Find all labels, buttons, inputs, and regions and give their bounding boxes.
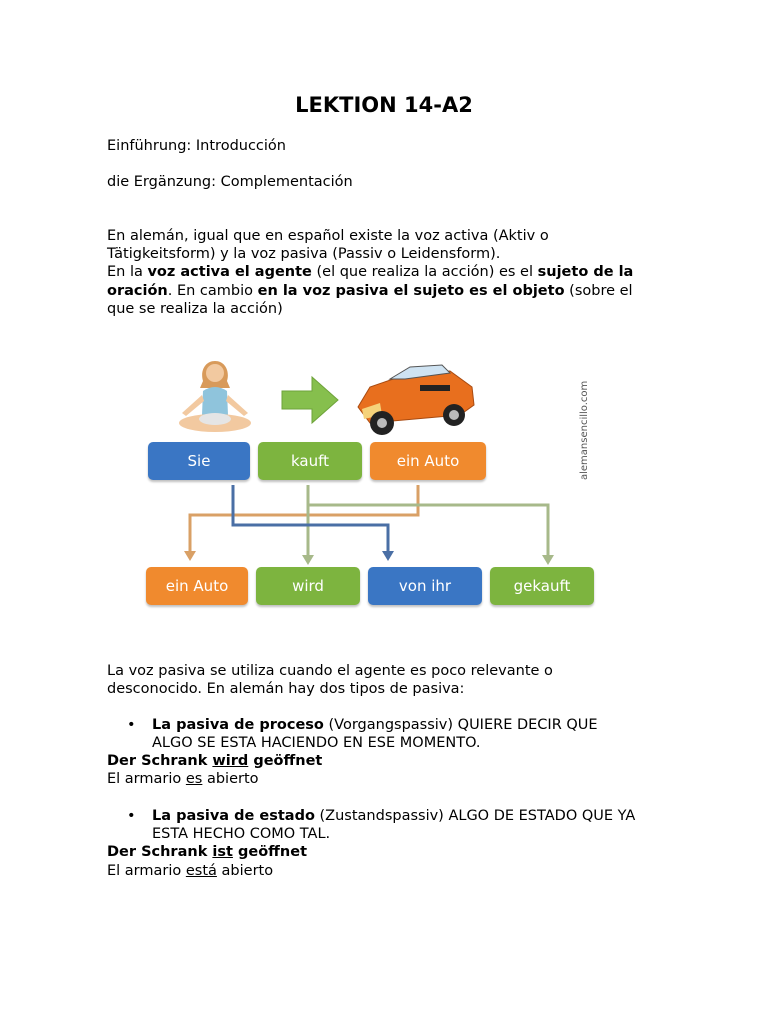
box-ein-auto-top: ein Auto: [370, 442, 486, 480]
watermark-text: alemansencillo.com: [579, 380, 590, 481]
intro-einfuehrung: Einführung: Introducción: [107, 138, 286, 154]
text-run: El armario: [107, 771, 186, 787]
box-kauft: kauft: [258, 442, 362, 480]
text-run: abierto: [216, 863, 274, 879]
box-wird: wird: [256, 567, 360, 605]
para1-line1: En alemán, igual que en español existe la voz activa (Aktiv o: [107, 228, 549, 244]
intro-ergaenzung: die Ergänzung: Complementación: [107, 174, 353, 190]
text-run: Der Schrank: [107, 844, 213, 860]
bold-run: La pasiva de estado: [152, 808, 315, 824]
box-ein-auto-bottom: ein Auto: [146, 567, 248, 605]
box-von-ihr: von ihr: [368, 567, 482, 605]
bullet-line2: ALGO SE ESTA HACIENDO EN ESE MOMENTO.: [152, 735, 481, 751]
bold-run: oración: [107, 283, 168, 299]
text-run: En la: [107, 264, 148, 280]
example-german: [107, 752, 322, 770]
text-run: geöffnet: [248, 753, 323, 769]
bold-run: La pasiva de proceso: [152, 717, 324, 733]
para1-line4: [107, 282, 633, 300]
text-run: El armario: [107, 863, 186, 879]
underlined-verb: está: [185, 863, 217, 879]
text-run: abierto: [202, 771, 259, 787]
text-run: Der Schrank: [107, 753, 213, 769]
text-run: (Vorgangspassiv) QUIERE DECIR QUE: [323, 717, 598, 733]
underlined-verb: wird: [212, 753, 249, 769]
bold-run: sujeto de la: [537, 264, 634, 280]
bullet-line1: [152, 807, 662, 825]
bullet-marker: •: [127, 717, 136, 733]
active-passive-diagram: [140, 345, 610, 620]
para1-line5: que se realiza la acción): [107, 301, 283, 317]
bold-run: en la voz pasiva el sujeto es el objeto: [257, 283, 565, 299]
box-sie: Sie: [148, 442, 250, 480]
text-run: (sobre el: [564, 283, 633, 299]
example-spanish: [107, 862, 273, 880]
example-spanish: [107, 770, 259, 788]
underlined-verb: ist: [212, 844, 233, 860]
bullet-marker: •: [127, 808, 136, 824]
page-title: LEKTION 14-A2: [295, 93, 473, 117]
para2-line1: La voz pasiva se utiliza cuando el agente es poco relevante o: [107, 663, 553, 679]
para1-line2: Tätigkeitsform) y la voz pasiva (Passiv o Leidensform).: [107, 246, 501, 262]
text-run: geöffnet: [232, 844, 307, 860]
text-run: . En cambio: [167, 283, 258, 299]
box-gekauft: gekauft: [490, 567, 594, 605]
example-german: [107, 843, 307, 861]
text-run: (Zustandspassiv) ALGO DE ESTADO QUE YA: [314, 808, 636, 824]
para2-line2: desconocido. En alemán hay dos tipos de pasiva:: [107, 681, 465, 697]
bullet-line2: ESTA HECHO COMO TAL.: [152, 826, 331, 842]
underlined-verb: es: [185, 771, 203, 787]
bold-run: voz activa el agente: [147, 264, 312, 280]
bullet-line1: [152, 716, 662, 734]
para1-line3: [107, 263, 633, 281]
text-run: (el que realiza la acción) es el: [311, 264, 538, 280]
